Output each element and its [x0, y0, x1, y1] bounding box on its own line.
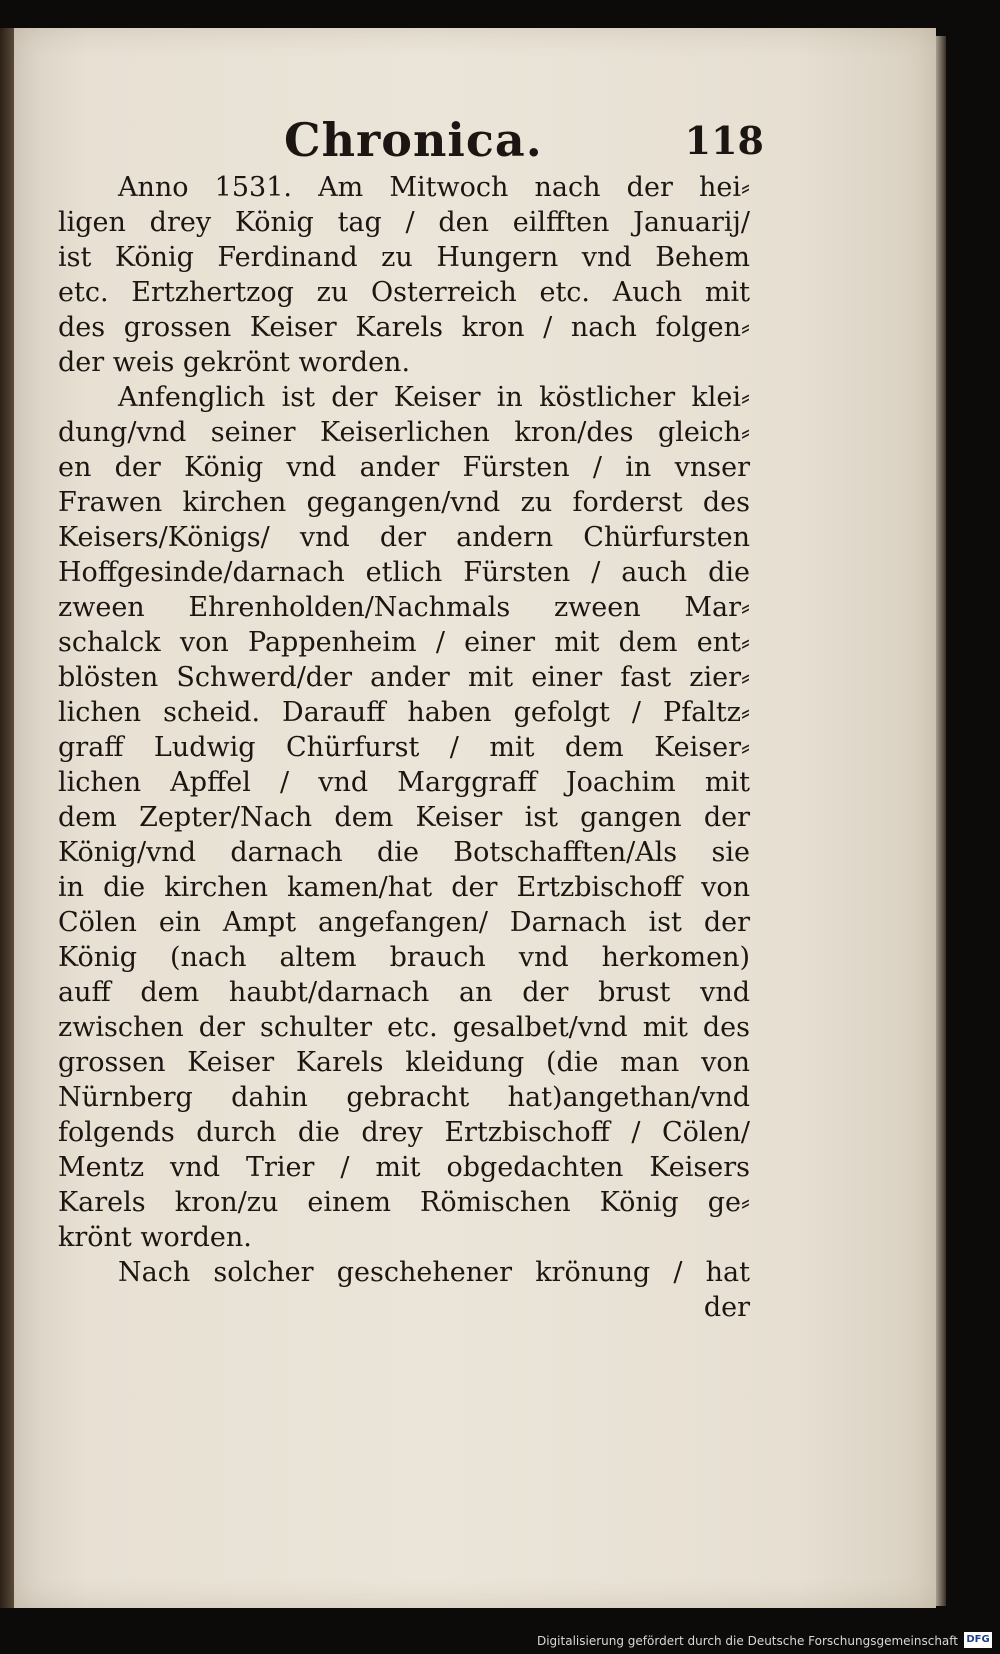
text-line: schalck von Pappenheim / einer mit dem ent⸗ — [58, 627, 750, 658]
text-line: König (nach altem brauch vnd herkomen) — [58, 942, 750, 973]
text-line: Anno 1531. Am Mitwoch nach der hei⸗ — [118, 172, 750, 203]
text-line: König/vnd darnach die Botschafften/Als sie — [58, 837, 750, 868]
text-line: dung/vnd seiner Keiserlichen kron/des gleich⸗ — [58, 417, 750, 448]
catchword: der — [703, 1292, 750, 1323]
digitization-footer — [0, 1628, 1000, 1654]
text-line: lichen Apffel / vnd Marggraff Joachim mit — [58, 767, 750, 798]
text-line: blösten Schwerd/der ander mit einer fast zier⸗ — [58, 662, 750, 693]
page-edge — [936, 36, 946, 1606]
text-line: in die kirchen kamen/hat der Ertzbischoff von — [58, 872, 750, 903]
text-line: Nach solcher geschehener krönung / hat — [118, 1257, 750, 1288]
text-line: Cölen ein Ampt angefangen/ Darnach ist der — [58, 907, 750, 938]
text-line: lichen scheid. Darauff haben gefolgt / Pfaltz⸗ — [58, 697, 750, 728]
text-line: folgends durch die drey Ertzbischoff / Cölen/ — [58, 1117, 750, 1148]
text-line: der weis gekrönt worden. — [58, 347, 411, 378]
page-number: 118 — [684, 118, 764, 163]
running-head-title: Chronica. — [284, 113, 543, 167]
text-line: graff Ludwig Chürfurst / mit dem Keiser⸗ — [58, 732, 750, 763]
text-line: Frawen kirchen gegangen/vnd zu forderst des — [58, 487, 750, 518]
text-line: krönt worden. — [58, 1222, 252, 1253]
text-block — [58, 112, 764, 1325]
text-line: ist König Ferdinand zu Hungern vnd Behem — [58, 242, 750, 273]
text-line: auff dem haubt/darnach an der brust vnd — [58, 977, 750, 1008]
text-line: Nürnberg dahin gebracht hat)angethan/vnd — [58, 1082, 750, 1113]
text-line: ligen drey König tag / den eilfften Januarij/ — [58, 207, 750, 238]
text-line: dem Zepter/Nach dem Keiser ist gangen der — [58, 802, 750, 833]
page-gutter-shadow — [0, 28, 14, 1608]
text-line: grossen Keiser Karels kleidung (die man von — [58, 1047, 750, 1078]
text-line: en der König vnd ander Fürsten / in vnser — [58, 452, 750, 483]
funding-credit: Digitalisierung gefördert durch die Deutsche Forschungsgemeinschaft — [536, 1634, 958, 1648]
text-line: Anfenglich ist der Keiser in köstlicher klei⸗ — [118, 382, 750, 413]
text-line: Mentz vnd Trier / mit obgedachten Keisers — [58, 1152, 750, 1183]
text-line: des grossen Keiser Karels kron / nach folgen⸗ — [58, 312, 750, 343]
body-text — [58, 170, 758, 1325]
text-line: Karels kron/zu einem Römischen König ge⸗ — [58, 1187, 750, 1218]
running-head — [58, 112, 764, 168]
text-line: Hoffgesinde/darnach etlich Fürsten / auch die — [58, 557, 750, 588]
dfg-logo-icon: DFG — [964, 1632, 992, 1648]
text-line: etc. Ertzhertzog zu Osterreich etc. Auch mit — [58, 277, 750, 308]
text-line: Keisers/Königs/ vnd der andern Chürfursten — [58, 522, 750, 553]
text-line: zwischen der schulter etc. gesalbet/vnd mit des — [58, 1012, 750, 1043]
text-line: zween Ehrenholden/Nachmals zween Mar⸗ — [58, 592, 750, 623]
